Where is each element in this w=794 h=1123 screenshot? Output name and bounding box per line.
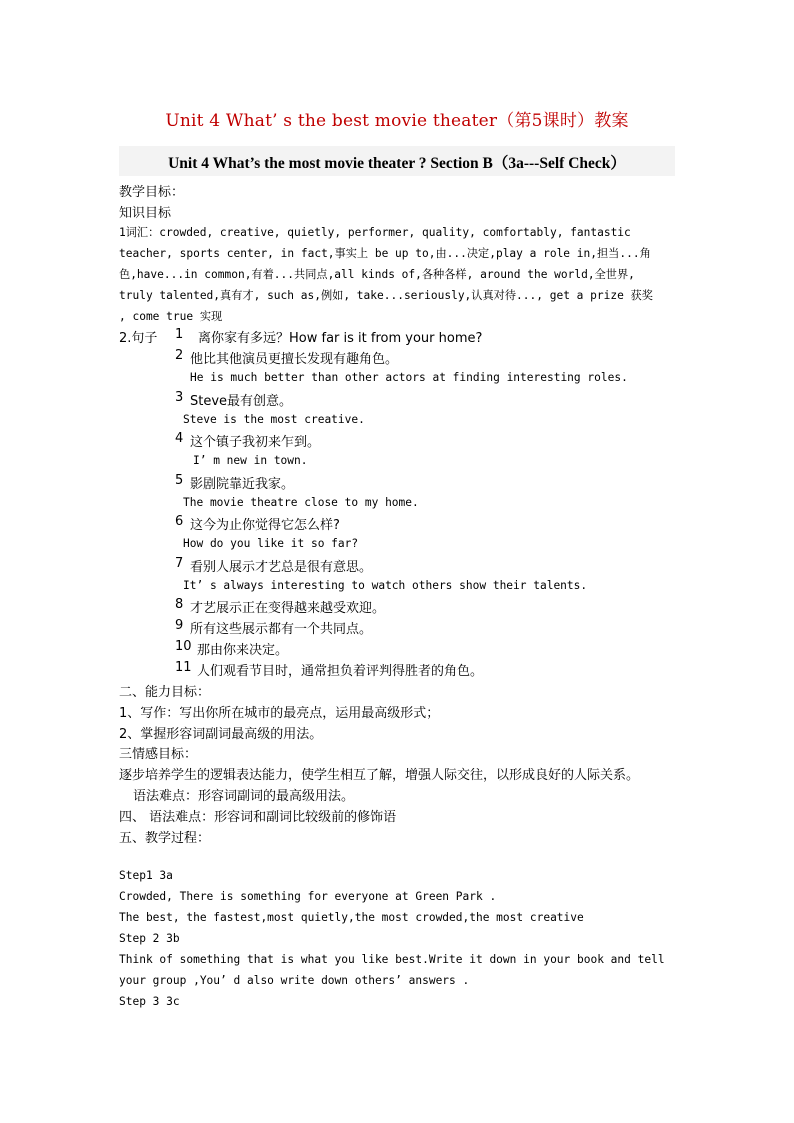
sentence-number: 7 bbox=[175, 556, 184, 571]
vocab-line: 色,have...in common,有着...共同点,all kinds of,各种各样, around the world,全世界, bbox=[119, 268, 635, 281]
sentence-chinese: Steve最有创意。 bbox=[190, 394, 293, 409]
step-line: Step 3 3c bbox=[119, 995, 180, 1008]
sentence-english: I’ m new in town. bbox=[193, 454, 308, 467]
document-subtitle: Unit 4 What’s the most movie theater ? Section B（3a---Self Check） bbox=[168, 155, 626, 172]
step-line: Think of something that is what you like best.Write it down in your book and tell bbox=[119, 953, 665, 966]
sentence-chinese: 这个镇子我初来乍到。 bbox=[190, 435, 321, 450]
sentence-chinese: 所有这些展示都有一个共同点。 bbox=[190, 622, 373, 637]
document-title: Unit 4 What’ s the best movie theater（第5课时）教案 bbox=[165, 111, 629, 131]
step-line: Crowded, There is something for everyone at Green Park . bbox=[119, 890, 497, 903]
emotion-heading: 三情感目标： bbox=[119, 747, 198, 762]
sentence-english: It’ s always interesting to watch others show their talents. bbox=[183, 579, 588, 592]
sentence-chinese: 人们观看节目时，通常担负着评判得胜者的角色。 bbox=[197, 664, 484, 679]
sentence-chinese: 这今为止你觉得它怎么样? bbox=[190, 518, 340, 533]
process-heading: 五、教学过程： bbox=[119, 831, 211, 846]
sentence-number: 3 bbox=[175, 390, 184, 405]
sentences-label: 2.句子 bbox=[119, 331, 158, 346]
vocab-line: , come true 实现 bbox=[119, 310, 223, 323]
sentence-number: 8 bbox=[175, 597, 184, 612]
sentence-chinese: 离你家有多远？How far is it from your home? bbox=[198, 331, 483, 346]
vocab-line: 1词汇：crowded, creative, quietly, performer, quality, comfortably, fantastic bbox=[119, 226, 631, 239]
vocab-line: truly talented,真有才, such as,例如, take...seriously,认真对待..., get a prize 获奖 bbox=[119, 289, 653, 302]
sentence-english: He is much better than other actors at finding interesting roles. bbox=[190, 371, 628, 384]
ability-heading: 二、能力目标： bbox=[119, 685, 211, 700]
ability-item: 2、掌握形容词副词最高级的用法。 bbox=[119, 727, 323, 742]
ability-item: 1、写作：写出你所在城市的最亮点，运用最高级形式； bbox=[119, 706, 440, 721]
step-line: your group ,You’ d also write down others’ answers . bbox=[119, 974, 470, 987]
sentence-number: 1 bbox=[175, 327, 184, 342]
sentence-number: 5 bbox=[175, 473, 184, 488]
sentence-number: 10 bbox=[175, 639, 192, 654]
emotion-difficulty: 语法难点：形容词副词的最高级用法。 bbox=[133, 789, 355, 804]
sentence-chinese: 才艺展示正在变得越来越受欢迎。 bbox=[190, 601, 386, 616]
grammar-heading: 四、 语法难点：形容词和副词比较级前的修饰语 bbox=[119, 810, 397, 825]
step-line: Step 2 3b bbox=[119, 932, 180, 945]
sentence-number: 4 bbox=[175, 431, 184, 446]
sentence-number: 9 bbox=[175, 618, 184, 633]
sentence-chinese: 影剧院靠近我家。 bbox=[190, 477, 295, 492]
sentence-chinese: 他比其他演员更擅长发现有趣角色。 bbox=[190, 352, 399, 367]
objectives-heading: 教学目标： bbox=[119, 185, 185, 200]
knowledge-heading: 知识目标 bbox=[119, 206, 172, 221]
sentence-english: How do you like it so far? bbox=[183, 537, 359, 550]
sentence-number: 6 bbox=[175, 514, 184, 529]
vocab-line: teacher, sports center, in fact,事实上 be up to,由...决定,play a role in,担当...角 bbox=[119, 247, 651, 260]
sentence-english: The movie theatre close to my home. bbox=[183, 496, 419, 509]
step-line: Step1 3a bbox=[119, 869, 173, 882]
sentence-chinese: 那由你来决定。 bbox=[197, 643, 289, 658]
sentence-number: 11 bbox=[175, 660, 192, 675]
step-line: The best, the fastest,most quietly,the most crowded,the most creative bbox=[119, 911, 584, 924]
emotion-text: 逐步培养学生的逻辑表达能力，使学生相互了解，增强人际交往，以形成良好的人际关系。 bbox=[119, 768, 640, 783]
sentence-chinese: 看别人展示才艺总是很有意思。 bbox=[190, 560, 373, 575]
sentence-english: Steve is the most creative. bbox=[183, 413, 365, 426]
sentence-number: 2 bbox=[175, 348, 184, 363]
